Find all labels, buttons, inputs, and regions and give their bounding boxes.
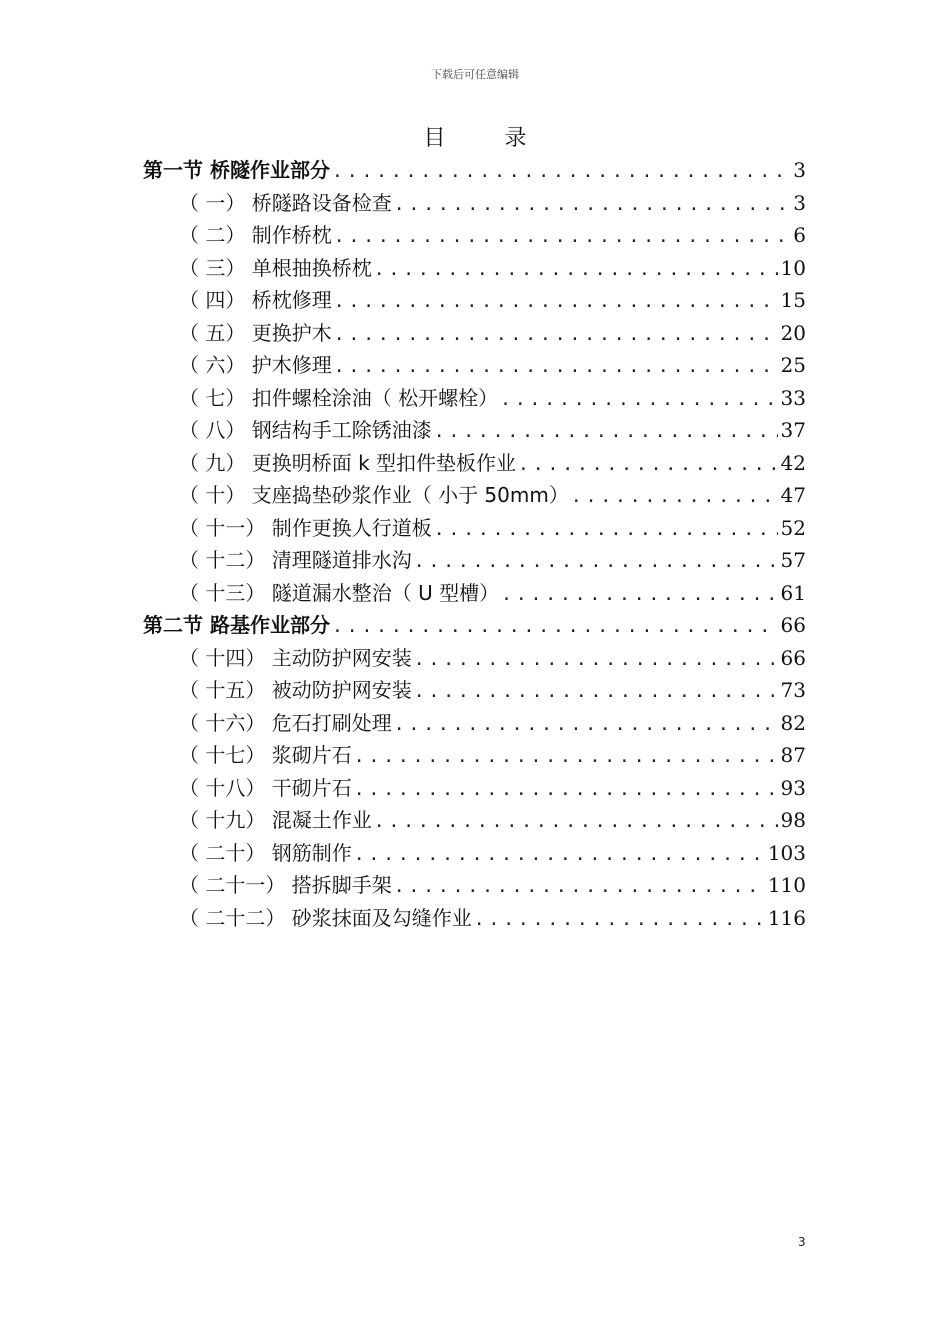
toc-item-label: （ 十） 支座捣垫砂浆作业（ 小于 50mm） [179,483,569,507]
toc-item-label: （ 十五） 被动防护网安装 [179,678,412,702]
toc-item-label: （ 十八） 干砌片石 [179,775,352,800]
dot-leader [571,481,778,514]
toc-item-label: （ 六） 护木修理 [179,353,332,377]
dot-leader [334,221,791,254]
toc-section-label: 第一节 桥隧作业部分 [143,158,330,182]
toc-page-number: 103 [767,840,806,865]
toc-item-label: （ 二十一） 搭拆脚手架 [179,873,392,897]
toc-page-number: 52 [780,515,806,540]
toc-item-label: （ 十六） 危石打刷处理 [179,710,392,735]
toc-item[interactable] [143,869,806,902]
toc-item[interactable] [143,284,806,317]
toc-item-label: （ 五） 更换护木 [179,320,332,345]
toc-item-label: （ 八） 钢结构手工除锈油漆 [179,418,432,442]
dot-leader [434,514,778,547]
dot-leader [414,546,778,579]
toc-item[interactable] [143,707,806,740]
dot-leader [374,806,778,839]
toc-title: 目 录 [423,126,553,151]
toc-item[interactable] [143,187,806,220]
dot-leader [474,904,765,937]
toc-item[interactable] [143,479,806,512]
toc-page-number: 47 [780,483,806,507]
toc-page-number: 82 [780,710,806,735]
toc-page-number: 42 [780,450,806,475]
toc-page-number: 110 [767,873,806,897]
toc-page-number: 93 [780,775,806,800]
toc-item[interactable] [143,414,806,447]
toc-page-number: 37 [780,418,806,442]
toc-item-label: （ 十七） 浆砌片石 [179,743,352,767]
toc-item[interactable] [143,739,806,772]
toc-item[interactable] [143,674,806,707]
toc-item[interactable] [143,252,806,285]
toc-item[interactable] [143,772,806,805]
header-note: 下载后可任意编辑 [431,68,519,81]
dot-leader [354,741,778,774]
toc-item[interactable] [143,349,806,382]
toc-item-label: （ 二十二） 砂浆抹面及勾缝作业 [179,905,472,930]
toc-item[interactable] [143,447,806,480]
dot-leader [501,579,777,612]
dot-leader [434,416,778,449]
toc-section-1[interactable] [143,154,806,187]
table-of-contents [143,154,806,934]
toc-page-number: 61 [780,580,806,605]
dot-leader [354,774,778,807]
toc-page-number: 25 [780,353,806,377]
dot-leader [394,871,765,904]
toc-item-label: （ 一） 桥隧路设备检查 [179,190,392,215]
toc-page-number: 98 [780,808,806,832]
toc-item[interactable] [143,544,806,577]
toc-item-label: （ 二） 制作桥枕 [179,223,332,247]
toc-item[interactable] [143,577,806,610]
toc-item-label: （ 二十） 钢筋制作 [179,840,352,865]
toc-item-label: （ 四） 桥枕修理 [179,288,332,312]
toc-item[interactable] [143,317,806,350]
toc-page-number: 57 [780,548,806,572]
toc-page-number: 66 [780,645,806,670]
dot-leader [332,156,790,189]
dot-leader [354,839,765,872]
toc-item[interactable] [143,219,806,252]
toc-item-label: （ 十九） 混凝土作业 [179,808,372,832]
toc-item[interactable] [143,382,806,415]
toc-page-number: 116 [767,905,806,930]
toc-page-number: 10 [780,255,806,280]
toc-section-label: 第二节 路基作业部分 [143,613,330,637]
toc-page-number: 87 [780,743,806,767]
toc-page-number: 73 [780,678,806,702]
toc-item[interactable] [143,804,806,837]
dot-leader [332,611,778,644]
toc-section-2[interactable] [143,609,806,642]
page-number: 3 [798,1235,806,1249]
dot-leader [500,384,777,417]
toc-item[interactable] [143,837,806,870]
toc-item[interactable] [143,642,806,675]
toc-page-number: 3 [793,158,806,182]
dot-leader [334,319,778,352]
toc-page-number: 20 [780,320,806,345]
dot-leader [414,644,778,677]
toc-item-label: （ 十四） 主动防护网安装 [179,645,412,670]
dot-leader [334,286,778,319]
dot-leader [394,189,791,222]
toc-page-number: 3 [793,190,806,215]
dot-leader [334,351,778,384]
toc-item-label: （ 十二） 清理隧道排水沟 [179,548,412,572]
toc-item-label: （ 十一） 制作更换人行道板 [179,515,432,540]
toc-item[interactable] [143,902,806,935]
toc-page-number: 15 [780,288,806,312]
toc-page-number: 33 [780,385,806,410]
dot-leader [518,449,778,482]
dot-leader [374,254,778,287]
dot-leader [394,709,778,742]
toc-page-number: 66 [780,613,806,637]
toc-item[interactable] [143,512,806,545]
toc-page-number: 6 [793,223,806,247]
toc-item-label: （ 七） 扣件螺栓涂油（ 松开螺栓） [179,385,499,410]
toc-item-label: （ 三） 单根抽换桥枕 [179,255,372,280]
dot-leader [414,676,778,709]
toc-item-label: （ 九） 更换明桥面 k 型扣件垫板作业 [179,450,517,475]
toc-item-label: （ 十三） 隧道漏水整治（ U 型槽） [179,580,500,605]
